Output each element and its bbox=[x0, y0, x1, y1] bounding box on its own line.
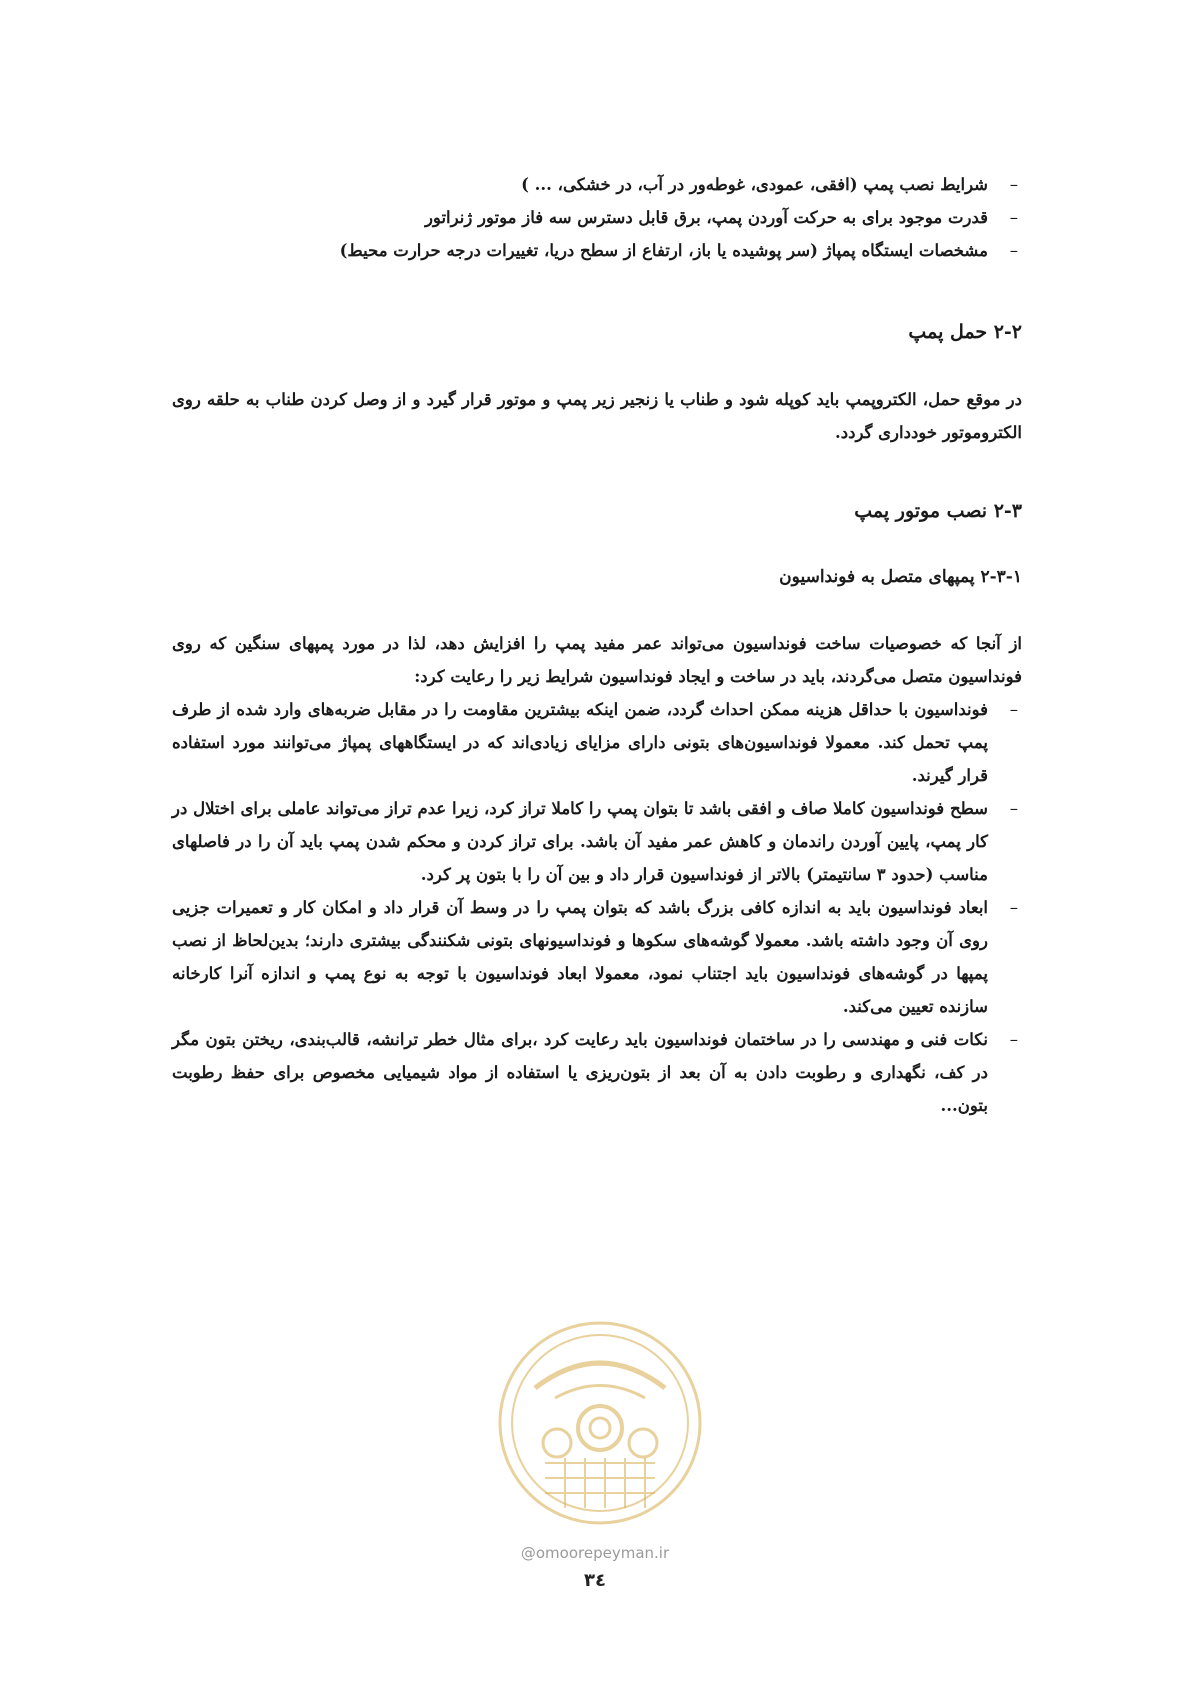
page-number: ۳٤ bbox=[584, 1570, 606, 1591]
section-heading-pump-motor-install: ۲-۳ نصب موتور پمپ bbox=[854, 500, 1022, 522]
list-item: – قدرت موجود برای به حرکت آوردن پمپ، برق قابل دسترس سه فاز موتور ژنراتور bbox=[172, 201, 1022, 234]
list-item: – شرایط نصب پمپ (افقی، عمودی، غوطه‌ور در آب، در خشکی، ... ) bbox=[172, 168, 1022, 201]
list-item: – ابعاد فونداسیون باید به اندازه کافی بزرگ باشد که بتوان پمپ را در وسط آن قرار داد و امکان کار و تعمیرات جزیی روی آن وجود داشته باشد. معمولا گوشه‌های سکوها و فونداسیونهای بتونی شکنندگی بیشتری دارند؛ بدین‌لحاظ از نصب پمپها در گوشه‌های فونداسیون باید اجتناب نمود، معمولا ابعاد فونداسیون با توجه به نوع پمپ و اندازه آنرا کارخانه سازنده تعیین می‌کند. bbox=[172, 891, 1022, 1023]
list-item: – نکات فنی و مهندسی را در ساختمان فونداسیون باید رعایت کرد ،برای مثال خطر ترانشه، قالب‌بندی، ریختن بتون مگر در کف، نگهداری و رطوبت دادن به آن بعد از بتون‌ریزی یا استفاده از مواد شیمیایی مخصوص برای حفظ رطوبت بتون... bbox=[172, 1023, 1022, 1122]
requirements-list bbox=[172, 168, 1022, 267]
watermark-site-text: omoorepeyman.ir bbox=[535, 1544, 670, 1562]
list-item: – سطح فونداسیون کاملا صاف و افقی باشد تا بتوان پمپ را کاملا تراز کرد، زیرا عدم تراز می‌تواند عاملی برای اختلال در کار پمپ، پایین آوردن راندمان و کاهش عمر مفید آن باشد. برای تراز کردن و محکم شدن پمپ باید آن را در فاصلهای مناسب (حدود ۳ سانتیمتر) بالاتر از فونداسیون قرار داد و بین آن را با بتون پر کرد. bbox=[172, 792, 1022, 891]
subsection-heading-foundation-pumps: ۲-۳-۱ پمپهای متصل به فونداسیون bbox=[779, 567, 1022, 587]
foundation-intro-paragraph: از آنجا که خصوصیات ساخت فونداسیون می‌تواند عمر مفید پمپ را افزایش دهد، لذا در مورد پمپهای سنگین که روی فونداسیون متصل می‌گردند، باید در ساخت و ایجاد فونداسیون شرایط زیر را رعایت کرد: bbox=[172, 634, 1022, 686]
foundation-conditions-list bbox=[172, 693, 1022, 1122]
watermark-globe-icon: @ bbox=[520, 1544, 536, 1562]
watermark-site-label bbox=[0, 1544, 1190, 1562]
list-item: – فونداسیون با حداقل هزینه ممکن احداث گردد، ضمن اینکه بیشترین مقاومت را در مقابل ضربه‌های وارد شده از طرف پمپ تحمل کند. معمولا فونداسیون‌های بتونی دارای مزایای زیادی‌اند که در ایستگاههای پمپاژ می‌توانند مورد استفاده قرار گیرند. bbox=[172, 693, 1022, 792]
page-content bbox=[172, 168, 1022, 1122]
transport-paragraph: در موقع حمل، الکتروپمپ باید کوپله شود و طناب یا زنجیر زیر پمپ و موتور قرار گیرد و از وصل کردن طناب به حلقه روی الکتروموتور خودداری گردد. bbox=[172, 390, 1022, 442]
list-item: – مشخصات ایستگاه پمپاژ (سر پوشیده یا باز، ارتفاع از سطح دریا، تغییرات درجه حرارت محیط) bbox=[172, 234, 1022, 267]
watermark-seal-logo bbox=[495, 1318, 705, 1528]
section-heading-pump-transport: ۲-۲ حمل پمپ bbox=[908, 321, 1022, 343]
